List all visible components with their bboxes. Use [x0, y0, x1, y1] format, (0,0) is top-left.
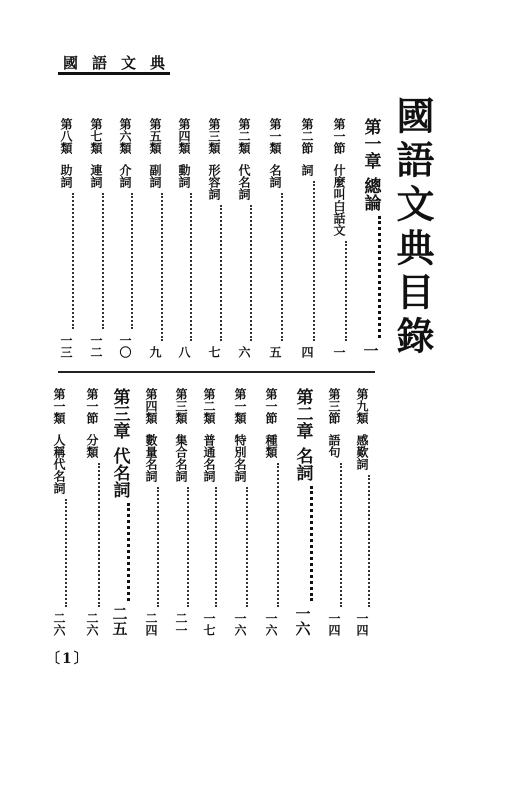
toc-entry-name: 助詞	[59, 164, 73, 188]
toc-entry-page: 二六	[85, 612, 99, 636]
toc-entry-name: 介詞	[118, 164, 132, 188]
toc-entry-page: 一六	[293, 606, 312, 636]
dot-leader	[220, 205, 222, 341]
toc-entry-label: 第一類	[268, 118, 282, 154]
toc-entry-page: 一	[361, 343, 380, 358]
toc-entry-page: 二一	[174, 612, 188, 636]
toc-entry-label: 第一節	[332, 118, 346, 154]
toc-entry-page: 二四	[144, 612, 158, 636]
dot-leader	[246, 487, 248, 607]
toc-entry-c3s1t1	[51, 388, 67, 636]
header-rule	[58, 72, 170, 75]
toc-entry-page: 九	[148, 346, 162, 358]
toc-entry-c3s1	[84, 388, 100, 636]
toc-entry-name: 數量名詞	[144, 434, 158, 482]
toc-entry-c1s2t6	[117, 118, 133, 358]
toc-entry-name: 什麼叫白話文	[332, 164, 346, 236]
toc-entry-c1s2t3	[206, 118, 222, 358]
toc-entry-name: 語句	[327, 434, 341, 458]
toc-entry-page: 一六	[233, 612, 247, 636]
toc-entry-name: 特別名詞	[233, 434, 247, 482]
page-number: 〔1〕	[46, 651, 90, 667]
toc-entry-page: 一〇	[118, 334, 132, 358]
toc-entry-label: 第七類	[89, 118, 103, 154]
toc-entry-label: 第一類	[52, 388, 66, 424]
toc-entry-page: 一六	[264, 612, 278, 636]
toc-entry-label: 第一章	[360, 118, 381, 169]
toc-entry-page: 七	[207, 346, 221, 358]
toc-entry-label: 第五類	[148, 118, 162, 154]
toc-entry-name: 名詞	[292, 447, 313, 481]
toc-entry-name: 形容詞	[207, 164, 221, 200]
toc-entry-c2s1t2	[201, 388, 217, 636]
toc-entry-name: 集合名詞	[174, 434, 188, 482]
toc-entry-name: 種類	[264, 434, 278, 458]
toc-entry-c2s1	[263, 388, 279, 636]
toc-entry-c1s2	[299, 118, 315, 358]
toc-entry-page: 一七	[202, 612, 216, 636]
toc-entry-c1s3	[326, 388, 342, 636]
toc-entry-name: 感歎詞	[355, 434, 369, 470]
dot-leader	[378, 216, 381, 338]
toc-entry-c2	[291, 388, 313, 636]
toc-entry-c1s2t5	[147, 118, 163, 358]
dot-leader	[281, 193, 283, 341]
toc-entry-c2s1t1	[232, 388, 248, 636]
toc-entry-c1s2t7	[88, 118, 104, 358]
toc-entry-label: 第六類	[118, 118, 132, 154]
toc-entry-page: 一四	[355, 612, 369, 636]
dot-leader	[131, 193, 133, 329]
toc-entry-page: 四	[300, 346, 314, 358]
toc-entry-name: 總論	[360, 177, 381, 211]
toc-entry-label: 第一類	[233, 388, 247, 424]
toc-entry-page: 八	[177, 346, 191, 358]
toc-entry-label: 第四類	[144, 388, 158, 424]
toc-entry-c2s1t4	[143, 388, 159, 636]
dot-leader	[127, 503, 130, 601]
toc-entry-label: 第三類	[207, 118, 221, 154]
toc-entry-c1s2t9	[354, 388, 370, 636]
toc-entry-page: 六	[237, 346, 251, 358]
toc-entry-label: 第九類	[355, 388, 369, 424]
toc-entry-label: 第二類	[202, 388, 216, 424]
toc-entry-name: 人稱代名詞	[52, 434, 66, 494]
dot-leader	[215, 487, 217, 607]
toc-entry-c1s1	[331, 118, 347, 358]
toc-entry-label: 第二類	[237, 118, 251, 154]
section-divider	[58, 371, 375, 373]
toc-entry-page: 一	[332, 346, 346, 358]
dot-leader	[250, 205, 252, 341]
dot-leader	[277, 463, 279, 607]
toc-entry-page: 一三	[59, 334, 73, 358]
toc-entry-c2s1t3	[173, 388, 189, 636]
toc-entry-name: 動詞	[177, 164, 191, 188]
toc-entry-name: 詞	[300, 164, 314, 176]
running-header-text: 國語文典	[63, 54, 180, 72]
toc-entry-name: 代名詞	[237, 164, 251, 200]
dot-leader	[340, 463, 342, 607]
dot-leader	[98, 463, 100, 607]
toc-entry-name: 連詞	[89, 164, 103, 188]
toc-entry-label: 第一節	[264, 388, 278, 424]
toc-entry-page: 二五	[110, 606, 129, 636]
dot-leader	[65, 499, 67, 607]
toc-entry-label: 第三節	[327, 388, 341, 424]
dot-leader	[190, 193, 192, 341]
toc-entry-label: 第四類	[177, 118, 191, 154]
dot-leader	[161, 193, 163, 341]
dot-leader	[187, 487, 189, 607]
toc-entry-c1s2t1	[267, 118, 283, 358]
toc-entry-label: 第二節	[300, 118, 314, 154]
toc-entry-name: 分類	[85, 434, 99, 458]
dot-leader	[345, 241, 347, 341]
toc-entry-page: 一四	[327, 612, 341, 636]
toc-entry-label: 第八類	[59, 118, 73, 154]
toc-entry-label: 第三章	[109, 388, 130, 439]
toc-entry-name: 名詞	[268, 164, 282, 188]
toc-entry-label: 第一節	[85, 388, 99, 424]
toc-entry-c1s2t4	[176, 118, 192, 358]
toc-entry-name: 副詞	[148, 164, 162, 188]
dot-leader	[313, 181, 315, 341]
toc-entry-c1	[359, 118, 381, 358]
toc-entry-c3	[108, 388, 130, 636]
dot-leader	[157, 487, 159, 607]
toc-entry-label: 第三類	[174, 388, 188, 424]
page-title: 國語文典目錄	[390, 96, 435, 360]
dot-leader	[368, 475, 370, 607]
toc-entry-label: 第二章	[292, 388, 313, 439]
toc-entry-page: 五	[268, 346, 282, 358]
dot-leader	[102, 193, 104, 329]
toc-entry-name: 普通名詞	[202, 434, 216, 482]
toc-entry-page: 二六	[52, 612, 66, 636]
toc-entry-page: 一二	[89, 334, 103, 358]
toc-entry-name: 代名詞	[109, 447, 130, 498]
toc-entry-c1s2t2	[236, 118, 252, 358]
toc-entry-c1s2t8	[58, 118, 74, 358]
dot-leader	[72, 193, 74, 329]
dot-leader	[310, 486, 313, 601]
